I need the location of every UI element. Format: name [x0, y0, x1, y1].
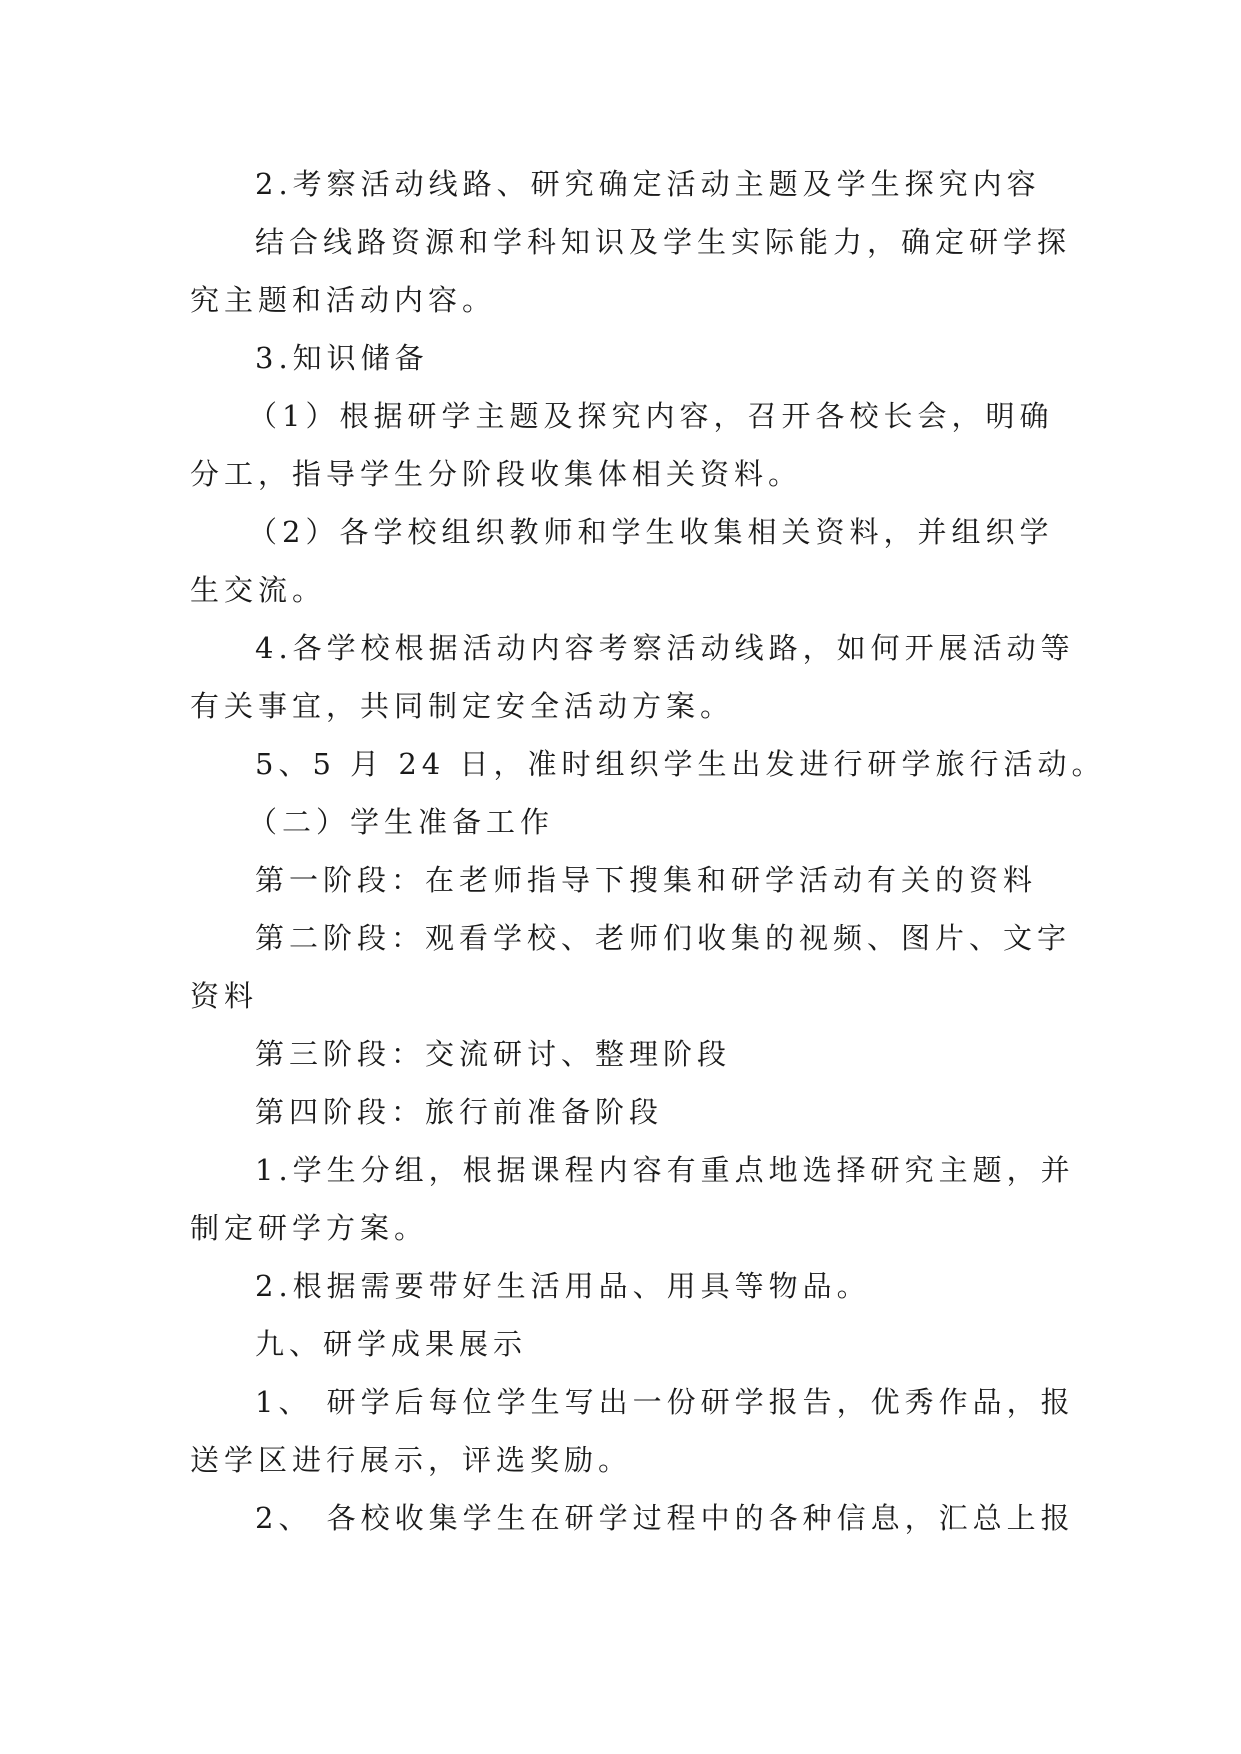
text-line-9: 4.各学校根据活动内容考察活动线路，如何开展活动等 [255, 631, 1075, 665]
text-line-22: 1、 研学后每位学生写出一份研学报告，优秀作品，报 [255, 1385, 1075, 1419]
text-line-7: （2）各学校组织教师和学生收集相关资料，并组织学 [248, 515, 1054, 549]
text-line-18: 1.学生分组，根据课程内容有重点地选择研究主题，并 [255, 1153, 1075, 1187]
text-line-10: 有关事宜，共同制定安全活动方案。 [190, 689, 735, 723]
text-line-24: 2、 各校收集学生在研学过程中的各种信息，汇总上报 [255, 1501, 1075, 1535]
text-line-14: 第二阶段：观看学校、老师们收集的视频、图片、文字 [255, 921, 1072, 955]
text-line-8: 生交流。 [190, 573, 327, 607]
text-line-6: 分工，指导学生分阶段收集体相关资料。 [190, 457, 803, 491]
text-line-16: 第三阶段：交流研讨、整理阶段 [255, 1037, 732, 1071]
text-line-13: 第一阶段：在老师指导下搜集和研学活动有关的资料 [255, 863, 1038, 897]
text-line-2: 结合线路资源和学科知识及学生实际能力，确定研学探 [255, 225, 1072, 259]
text-line-20: 2.根据需要带好生活用品、用具等物品。 [255, 1269, 871, 1303]
section-heading-results: 九、研学成果展示 [255, 1327, 528, 1361]
section-heading-student-prep: （二）学生准备工作 [248, 805, 555, 839]
text-line-1: 2.考察活动线路、研究确定活动主题及学生探究内容 [255, 167, 1041, 201]
text-line-3: 究主题和活动内容。 [190, 283, 497, 317]
text-line-11: 5、5 月 24 日，准时组织学生出发进行研学旅行活动。 [255, 747, 1106, 781]
text-line-5: （1）根据研学主题及探究内容，召开各校长会，明确 [248, 399, 1054, 433]
text-line-23: 送学区进行展示，评选奖励。 [190, 1443, 633, 1477]
section-heading-knowledge: 3.知识储备 [255, 341, 429, 375]
text-line-15: 资料 [190, 979, 259, 1013]
text-line-17: 第四阶段：旅行前准备阶段 [255, 1095, 664, 1129]
text-line-19: 制定研学方案。 [190, 1211, 429, 1245]
